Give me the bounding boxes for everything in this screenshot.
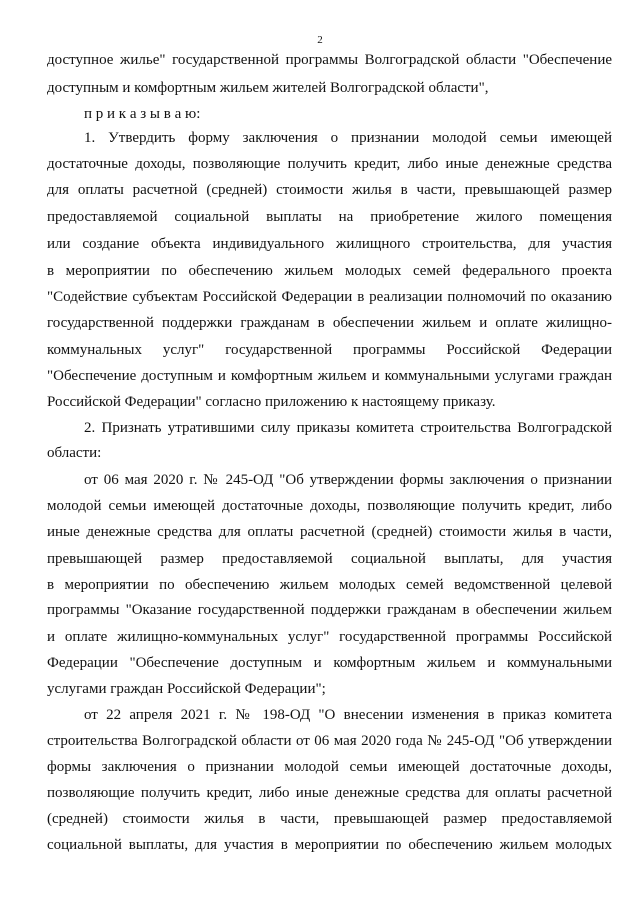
- text-line: от 22 апреля 2021 г. № 198-ОД "О внесении изменения в приказ комитета: [84, 707, 612, 723]
- text-line: молодой семьи имеющей достаточные доходы, позволяющие получить кредит, либо: [47, 498, 612, 514]
- text-line: от 06 мая 2020 г. № 245-ОД "Об утверждении формы заключения о признании: [84, 472, 612, 488]
- text-line: "Обеспечение доступным и комфортным жильем и коммунальными услугами граждан: [47, 368, 612, 384]
- text-line: Федерации "Обеспечение доступным и комфортным жильем и коммунальными: [47, 655, 612, 671]
- text-line: Российской Федерации" согласно приложению к настоящему приказу.: [47, 394, 496, 410]
- text-line: 1. Утвердить форму заключения о признании молодой семьи имеющей: [84, 130, 612, 146]
- text-line: "Содействие субъектам Российской Федерации в реализации полномочий по оказанию: [47, 289, 612, 305]
- text-line: позволяющие получить кредит, либо иные денежные средства для оплаты расчетной: [47, 785, 612, 801]
- text-line: области:: [47, 445, 102, 461]
- text-line: строительства Волгоградской области от 06 мая 2020 года № 245-ОД "Об утверждении: [47, 733, 612, 749]
- text-line: государственной поддержки гражданам в обеспечении жильем и оплате жилищно-: [47, 315, 612, 331]
- text-line: формы заключения о признании молодой семьи имеющей достаточные доходы,: [47, 759, 612, 775]
- text-line: предоставляемой социальной выплаты на приобретение жилого помещения: [47, 209, 612, 225]
- text-line: для оплаты расчетной (средней) стоимости жилья в части, превышающей размер: [47, 182, 612, 198]
- text-line: в мероприятии по обеспечению жильем молодых семей ведомственной целевой: [47, 577, 612, 593]
- text-line: иные денежные средства для оплаты расчетной (средней) стоимости жилья в части,: [47, 524, 612, 540]
- text-line: (средней) стоимости жилья в части, превышающей размер предоставляемой: [47, 811, 612, 827]
- text-line: или создание объекта индивидуального жилищного строительства, для участия: [47, 236, 612, 252]
- text-line: достаточные доходы, позволяющие получить кредит, либо иные денежные средства: [47, 156, 612, 172]
- text-line: в мероприятии по обеспечению жильем молодых семей федерального проекта: [47, 263, 612, 279]
- text-line: доступным и комфортным жильем жителей Волгоградской области",: [47, 80, 489, 96]
- text-line: превышающей размер предоставляемой социальной выплаты, для участия: [47, 551, 612, 567]
- text-line: 2. Признать утратившими силу приказы комитета строительства Волгоградской: [84, 420, 612, 436]
- page-number: 2: [317, 34, 323, 46]
- text-line: п р и к а з ы в а ю:: [84, 106, 201, 122]
- text-line: и оплате жилищно-коммунальных услуг" государственной программы Российской: [47, 629, 612, 645]
- text-line: программы "Оказание государственной поддержки гражданам в обеспечении жильем: [47, 602, 612, 618]
- text-line: доступное жилье" государственной программы Волгоградской области "Обеспечение: [47, 52, 612, 68]
- text-line: услугами граждан Российской Федерации";: [47, 681, 326, 697]
- text-line: социальной выплаты, для участия в мероприятии по обеспечению жильем молодых: [47, 837, 612, 853]
- text-line: коммунальных услуг" государственной программы Российской Федерации: [47, 342, 612, 358]
